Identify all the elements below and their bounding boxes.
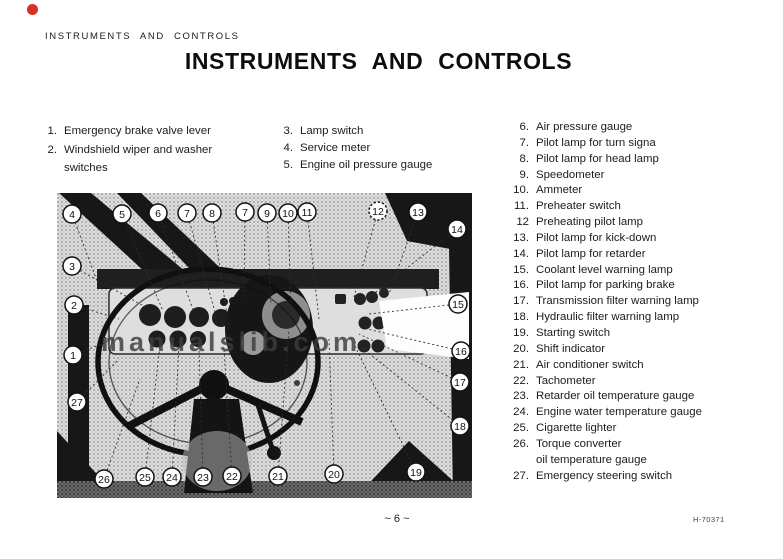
legend-item-number: 23. [513, 390, 529, 403]
legend-item [508, 248, 768, 264]
callout-number: 26 [98, 473, 110, 486]
legend-item [508, 169, 768, 185]
legend-item [508, 121, 768, 137]
callout-number: 15 [452, 298, 464, 311]
legend-item [279, 142, 489, 159]
legend-item-number: 14. [513, 247, 529, 260]
callout-16 [452, 342, 470, 360]
callout-number: 11 [301, 206, 313, 219]
callout-number: 14 [451, 223, 463, 236]
legend-item-text: Cigarette lighter [536, 422, 617, 435]
legend-item-number: 24. [513, 406, 529, 419]
callout-4 [63, 205, 81, 223]
legend-item [508, 343, 768, 359]
legend-item-text: Speedometer [536, 168, 605, 181]
legend-item [508, 184, 768, 200]
legend-item [508, 200, 768, 216]
callout-6 [149, 204, 167, 222]
legend-item [508, 153, 768, 169]
legend-item [508, 359, 768, 375]
page-title: INSTRUMENTS AND CONTROLS [184, 48, 573, 74]
doc-code: H-70371 [693, 515, 725, 524]
legend-item-number: 26. [513, 437, 529, 450]
legend-item-text: Pilot lamp for head lamp [536, 152, 659, 165]
callout-number: 27 [71, 396, 83, 409]
legend-item-number: 8. [519, 152, 529, 165]
legend-item [508, 375, 768, 391]
callout-12 [369, 202, 387, 220]
legend-item-text: Preheating pilot lamp [536, 216, 644, 229]
callout-21 [269, 467, 287, 485]
callout-number: 13 [412, 206, 424, 219]
page-number: ~ 6 ~ [384, 513, 410, 525]
callout-number: 18 [454, 420, 466, 433]
callout-number: 23 [197, 471, 209, 484]
watermark: manualslib.com [101, 327, 362, 357]
legend-item-text: Pilot lamp for parking brake [536, 279, 675, 292]
legend-item-number: 16. [513, 279, 529, 292]
legend-item-text: Emergency steering switch [536, 469, 673, 482]
legend-item-text: Torque converter [536, 437, 622, 450]
callout-number: 24 [166, 471, 178, 484]
legend-item-text: Windshield wiper and washer [64, 143, 213, 156]
legend-item-text: Hydraulic filter warning lamp [536, 311, 680, 324]
legend-item-number: 25. [513, 422, 529, 435]
callout-number: 21 [272, 470, 284, 483]
legend-item-number: 15. [513, 263, 529, 276]
legend-item-number: 7. [519, 136, 529, 149]
callout-number: 22 [226, 470, 238, 483]
legend-item-text: Transmission filter warning lamp [536, 295, 699, 308]
callout-22 [223, 467, 241, 485]
legend-item [508, 295, 768, 311]
legend-item [43, 162, 278, 181]
legend-item-number: 9. [519, 168, 529, 181]
legend-item-text: Shift indicator [536, 342, 606, 355]
legend-item [508, 390, 768, 406]
legend-item-text: oil temperature gauge [536, 453, 647, 466]
callout-number: 2 [71, 299, 77, 312]
legend-item-number: 20. [513, 342, 529, 355]
callout-number: 16 [455, 345, 467, 358]
callout-27 [68, 393, 86, 411]
legend-item-number: 22. [513, 374, 529, 387]
callout-14 [448, 220, 466, 238]
callout-number: 10 [282, 207, 294, 220]
legend-item-number: 12 [516, 216, 529, 229]
legend-item [508, 264, 768, 280]
callout-13 [409, 203, 427, 221]
legend-item-number: 13. [513, 231, 529, 244]
callout-number: 25 [139, 471, 151, 484]
legend-item [508, 422, 768, 438]
legend-column-3 [508, 121, 768, 485]
legend-item [508, 406, 768, 422]
callout-3 [63, 257, 81, 275]
legend-column-1 [43, 125, 278, 181]
legend-item-text: Preheater switch [536, 200, 621, 213]
legend-item-text: Coolant level warning lamp [536, 263, 673, 276]
callout-7 [178, 204, 196, 222]
callout-2 [65, 296, 83, 314]
legend-item-number: 3. [283, 125, 293, 137]
legend-item-number: 10. [513, 184, 529, 197]
callout-18 [451, 417, 469, 435]
callout-number: 4 [69, 208, 75, 221]
legend-item-text: Pilot lamp for turn signa [536, 136, 656, 149]
legend-item-text: Engine oil pressure gauge [300, 159, 433, 171]
callout-number: 9 [264, 207, 270, 220]
legend-item [508, 279, 768, 295]
callout-7 [236, 203, 254, 221]
legend-item-text: Engine water temperature gauge [536, 406, 702, 419]
legend-item [43, 144, 278, 163]
legend-item-text: Service meter [300, 142, 371, 154]
callout-10 [279, 204, 297, 222]
callout-number: 5 [119, 208, 125, 221]
callout-9 [258, 204, 276, 222]
legend-item [508, 454, 768, 470]
callout-23 [194, 468, 212, 486]
legend-item [279, 125, 489, 142]
callout-number: 19 [410, 466, 422, 479]
callout-number: 6 [155, 207, 161, 220]
legend-item-text: Ammeter [536, 184, 583, 197]
legend-item [508, 232, 768, 248]
callout-24 [163, 468, 181, 486]
callout-number: 8 [209, 207, 215, 220]
legend-item-text: Pilot lamp for kick-down [536, 231, 657, 244]
legend-item [508, 327, 768, 343]
legend-item-number: 18. [513, 311, 529, 324]
callout-1 [64, 346, 82, 364]
callout-20 [325, 465, 343, 483]
legend-item-number: 11. [514, 200, 529, 213]
legend-item [508, 311, 768, 327]
legend-item-text: Emergency brake valve lever [64, 125, 211, 137]
legend-item-number: 5. [283, 159, 293, 171]
legend-item-number: 17. [513, 295, 529, 308]
legend-item-number: 27. [513, 469, 529, 482]
callout-number: 1 [70, 349, 76, 362]
callout-15 [449, 295, 467, 313]
callout-25 [136, 468, 154, 486]
legend-item [43, 125, 278, 144]
legend-item-text: Tachometer [536, 374, 596, 387]
legend-item-text: Air conditioner switch [536, 358, 644, 371]
legend-item-number: 19. [513, 326, 529, 339]
callout-5 [113, 205, 131, 223]
callout-number: 3 [69, 260, 75, 273]
callout-19 [407, 463, 425, 481]
callout-26 [95, 470, 113, 488]
legend-item-text: Retarder oil temperature gauge [536, 390, 695, 403]
callout-11 [298, 203, 316, 221]
legend-item [508, 216, 768, 232]
callout-number: 7 [184, 207, 190, 220]
legend-column-2 [279, 125, 489, 176]
legend-item-text: Air pressure gauge [536, 121, 633, 133]
callout-17 [451, 373, 469, 391]
legend-item [279, 159, 489, 176]
red-dot-marker [27, 4, 38, 15]
callout-number: 20 [328, 468, 340, 481]
legend-item-text: Lamp switch [300, 125, 364, 137]
legend-item-number: 21. [513, 358, 529, 371]
legend-item-number: 4. [283, 142, 293, 154]
legend-item [508, 470, 768, 486]
callout-number: 12 [372, 205, 384, 218]
legend-item-text: Starting switch [536, 326, 611, 339]
legend-item-text: Pilot lamp for retarder [536, 247, 646, 260]
dashboard-diagram [57, 193, 472, 498]
legend-item [508, 137, 768, 153]
legend-item [508, 438, 768, 454]
legend-item-text: switches [64, 162, 108, 174]
legend-item-number: 6. [519, 121, 529, 133]
legend-item-number: 2. [47, 143, 57, 156]
legend-item-number: 1. [47, 125, 57, 137]
callout-8 [203, 204, 221, 222]
running-header: INSTRUMENTS AND CONTROLS [45, 31, 240, 42]
callout-number: 17 [454, 376, 466, 389]
callout-number: 7 [242, 206, 248, 219]
